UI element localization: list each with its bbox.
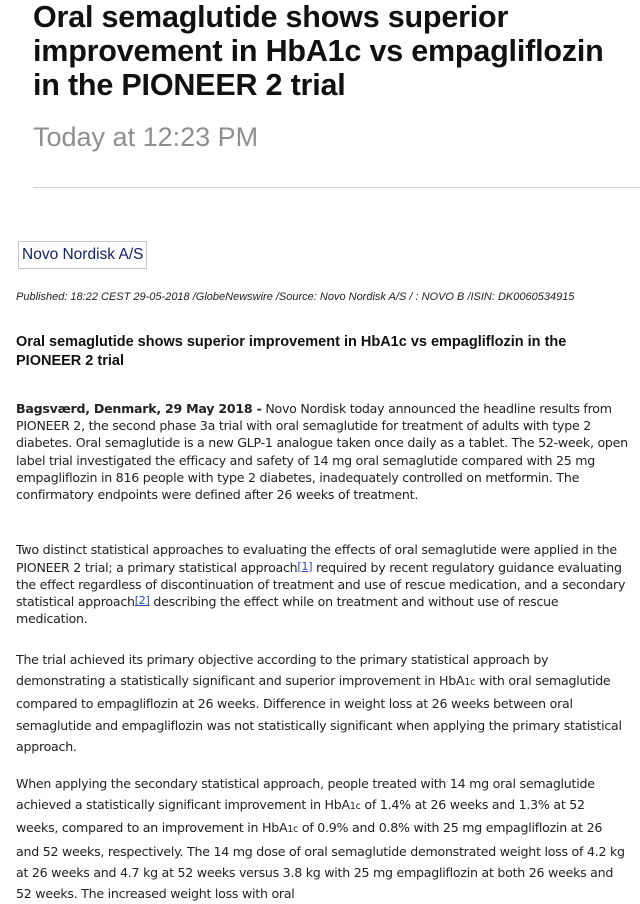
header-divider: [33, 187, 640, 188]
paragraph-primary-results: [16, 649, 628, 757]
p2-text-a: Two distinct statistical approaches to evaluating the effects of oral semaglutide were applied in the PIONEER 2 trial; a primary statistical approach: [16, 542, 617, 575]
paragraph-secondary-results: [16, 773, 628, 904]
footnote-link-1[interactable]: [1]: [297, 559, 313, 573]
p4-text-a: When applying the secondary statistical approach, people treated with 14 mg oral semaglutide achieved a statistically significant improvement in HbA: [16, 776, 595, 813]
paragraph-statistical-approaches: [16, 542, 628, 628]
p3-text-a: The trial achieved its primary objective according to the primary statistical approach by demonstrating a statistically significant and superior improvement in HbA: [16, 652, 549, 689]
dateline: Bagsværd, Denmark, 29 May 2018 -: [16, 401, 262, 416]
hba1c-subscript: 1c: [464, 677, 476, 689]
company-name: Novo Nordisk A/S: [22, 246, 144, 263]
p4-text-c: of 0.9% and 0.8% with 25 mg empagliflozin at 26 and 52 weeks, respectively. The 14 mg dose of oral semaglutide demonstrated weight loss of 4.2 kg at 26 weeks and 4.7 kg at 52 weeks versus 3.8 kg with 25 mg empagliflozin at both 26 weeks and 52 weeks. The increased weight loss with oral: [16, 820, 625, 902]
article-title: Oral semaglutide shows superior improvement in HbA1c vs empagliflozin in the PIONEER 2 trial: [33, 0, 604, 102]
press-release-heading: Oral semaglutide shows superior improvement in HbA1c vs empagliflozin in the PIONEER 2 trial: [16, 334, 567, 369]
intro-text: Novo Nordisk today announced the headline results from PIONEER 2, the second phase 3a trial with oral semaglutide for treatment of adults with type 2 diabetes. Oral semaglutide is a new GLP-1 analogue taken once daily as a tablet. The 52-week, open label trial investigated the efficacy and safety of 14 mg oral semaglutide compared with 25 mg empagliflozin in 816 people with type 2 diabetes, inadequately controlled on metformin. The confirmatory endpoints were defined after 26 weeks of treatment.: [16, 401, 628, 503]
p4-text-b: of 1.4% at 26 weeks and 1.3% at 52 weeks, compared to an improvement in HbA: [16, 797, 585, 836]
p2-text-c: describing the effect while on treatment and without use of rescue medication.: [16, 594, 559, 627]
footnote-link-2[interactable]: [2]: [134, 594, 150, 608]
hba1c-subscript: 1c: [349, 801, 361, 813]
published-line: Published: 18:22 CEST 29-05-2018 /GlobeNewswire /Source: Novo Nordisk A/S / : NOVO B /ISIN: DK0060534915: [16, 291, 575, 303]
company-name-box: [18, 241, 147, 269]
p2-text-b: required by recent regulatory guidance evaluating the effect regardless of discontinuation of treatment and use of rescue medication, and a secondary statistical approach: [16, 559, 626, 610]
paragraph-intro: [16, 400, 628, 503]
timestamp: Today at 12:23 PM: [33, 122, 259, 152]
p3-text-b: with oral semaglutide compared to empagliflozin at 26 weeks. Difference in weight loss at 26 weeks between oral semaglutide and empagliflozin was not statistically significant when applying the primary statistical approach.: [16, 673, 622, 754]
hba1c-subscript: 1c: [287, 824, 299, 836]
